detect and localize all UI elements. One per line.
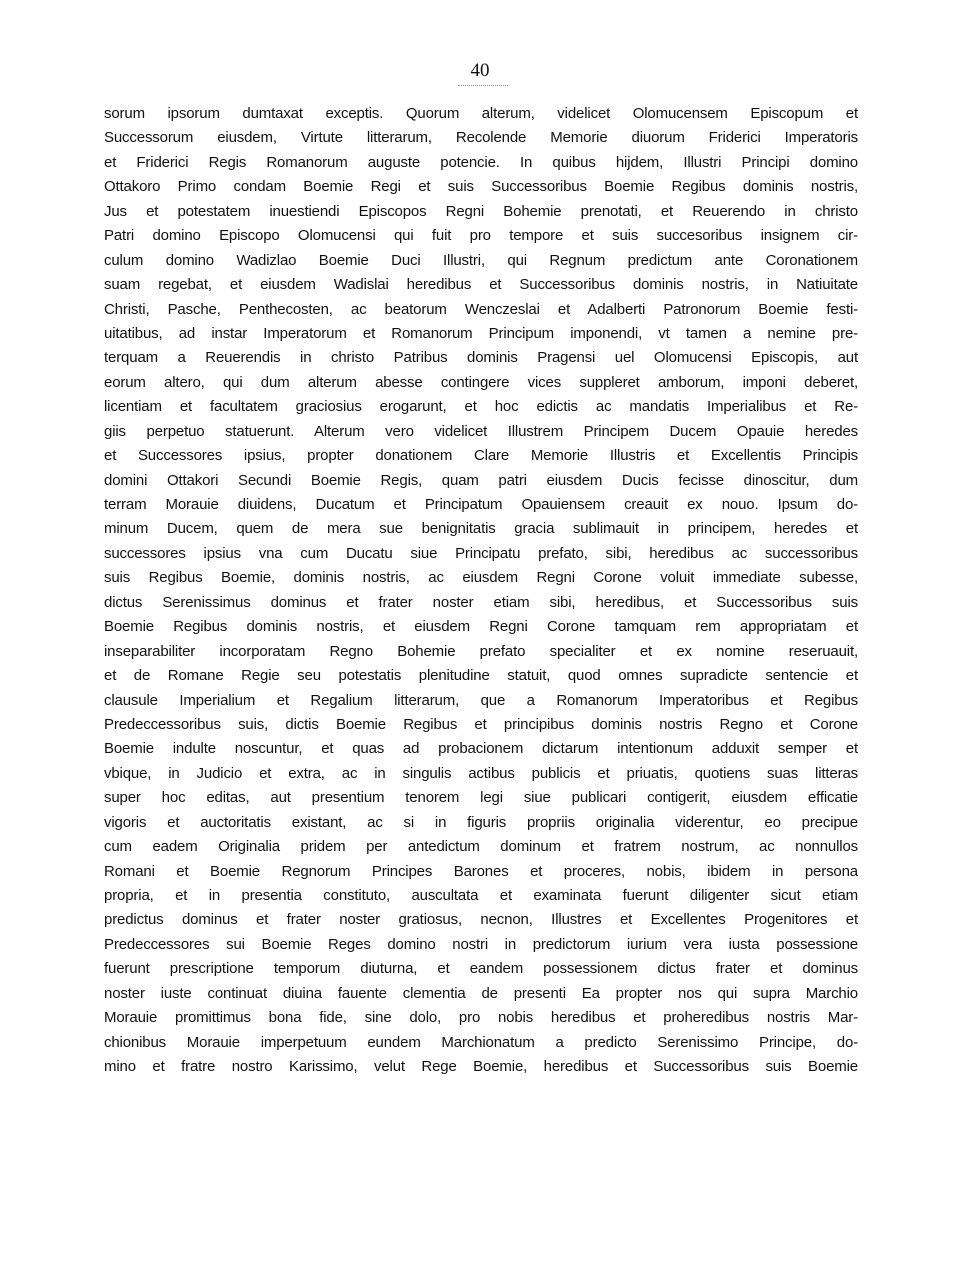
text-line: et Friderici Regis Romanorum auguste potencie. In quibus hijdem, Illustri Principi domino xyxy=(104,153,858,171)
text-line: terquam a Reuerendis in christo Patribus dominis Pragensi uel Olomucensi Episcopis, aut xyxy=(104,349,858,367)
text-line: Ottakoro Primo condam Boemie Regi et suis Successoribus Boemie Regibus dominis nostris, xyxy=(104,178,858,196)
text-line: noster iuste continuat diuina fauente clementia de presenti Ea propter nos qui supra Marchio xyxy=(104,984,858,1002)
page-number: 40 xyxy=(470,60,490,81)
text-line: Jus et potestatem inuestiendi Episcopos Regni Bohemie prenotati, et Reuerendo in christo xyxy=(104,202,858,220)
text-line: eorum altero, qui dum alterum abesse contingere vices suppleret amborum, imponi deberet, xyxy=(104,373,858,391)
text-line: clausule Imperialium et Regalium litterarum, que a Romanorum Imperatoribus et Regibus xyxy=(104,691,858,709)
text-line: Predeccessoribus suis, dictis Boemie Regibus et principibus dominis nostris Regno et Corone xyxy=(104,715,858,733)
text-line: vigoris et auctoritatis existant, ac si in figuris propriis originalia viderentur, eo precipue xyxy=(104,813,858,831)
text-line: cum eadem Originalia pridem per antedictum dominum et fratrem nostrum, ac nonnullos xyxy=(104,838,858,856)
text-line: mino et fratre nostro Karissimo, velut Rege Boemie, heredibus et Successoribus suis Boemie xyxy=(104,1058,858,1076)
text-line: culum domino Wadizlao Boemie Duci Illustri, qui Regnum predictum ante Coronationem xyxy=(104,251,858,269)
text-line: vbique, in Judicio et extra, ac in singulis actibus publicis et priuatis, quotiens suas litteras xyxy=(104,764,858,782)
text-line: domini Ottakori Secundi Boemie Regis, quam patri eiusdem Ducis fecisse dinoscitur, dum xyxy=(104,471,858,489)
text-line: suis Regibus Boemie, dominis nostris, ac eiusdem Regni Corone voluit immediate subesse, xyxy=(104,569,858,587)
text-line: Boemie indulte noscuntur, et quas ad probacionem dictarum intentionum adduxit semper et xyxy=(104,740,858,758)
text-line: Romani et Boemie Regnorum Principes Barones et proceres, nobis, ibidem in persona xyxy=(104,862,858,880)
text-line: propria, et in presentia constituto, auscultata et examinata fuerunt diligenter sicut etiam xyxy=(104,887,858,904)
body-text xyxy=(104,102,858,1080)
text-line: inseparabiliter incorporatam Regno Bohemie prefato specialiter et ex nomine reseruauit, xyxy=(104,642,858,660)
text-line: sorum ipsorum dumtaxat exceptis. Quorum alterum, videlicet Olomucensem Episcopum et xyxy=(104,105,858,122)
text-line: et de Romane Regie seu potestatis plenitudine statuit, quod omnes supradicte sentencie et xyxy=(104,667,858,685)
text-line: minum Ducem, quem de mera sue benignitatis gracia sublimauit in principem, heredes et xyxy=(104,520,858,538)
text-line: predictus dominus et frater noster gratiosus, necnon, Illustres et Excellentes Progenitores et xyxy=(104,911,858,929)
text-line: Predeccessores sui Boemie Reges domino nostri in predictorum iurium vera iusta possessione xyxy=(104,935,858,953)
text-line: fuerunt prescriptione temporum diuturna, et eandem possessionem dictus frater et dominus xyxy=(104,960,858,978)
text-line: chionibus Morauie imperpetuum eundem Marchionatum a predicto Serenissimo Principe, do- xyxy=(104,1033,858,1051)
text-line: Successorum eiusdem, Virtute litterarum, Recolende Memorie diuorum Friderici Imperatoris xyxy=(104,129,858,147)
text-line: Boemie Regibus dominis nostris, et eiusdem Regni Corone tamquam rem appropriatam et xyxy=(104,618,858,636)
text-line: Christi, Pasche, Penthecosten, ac beatorum Wenczeslai et Adalberti Patronorum Boemie festi- xyxy=(104,300,858,318)
text-line: Morauie promittimus bona fide, sine dolo, pro nobis heredibus et proheredibus nostris Mar- xyxy=(104,1009,858,1027)
text-line: successores ipsius vna cum Ducatu siue Principatu prefato, sibi, heredibus ac successoribus xyxy=(104,544,858,562)
text-line: suam regebat, et eiusdem Wadislai heredibus et Successoribus dominis nostris, in Natiuitate xyxy=(104,276,858,294)
text-line: uitatibus, ad instar Imperatorum et Romanorum Principum imponendi, vt tamen a nemine pre- xyxy=(104,324,858,342)
text-line: super hoc editas, aut presentium tenorem legi siue publicari contigerit, eiusdem efficatie xyxy=(104,789,858,807)
text-line: et Successores ipsius, propter donationem Clare Memorie Illustris et Excellentis Principis xyxy=(104,447,858,465)
text-line: Patri domino Episcopo Olomucensi qui fuit pro tempore et suis succesoribus insignem cir- xyxy=(104,227,858,245)
text-line: licentiam et facultatem graciosius erogarunt, et hoc edictis ac mandatis Imperialibus et Re- xyxy=(104,398,858,416)
text-line: terram Morauie diuidens, Ducatum et Principatum Opauiensem creauit ex nouo. Ipsum do- xyxy=(104,496,858,513)
text-line: dictus Serenissimus dominus et frater noster etiam sibi, heredibus, et Successoribus suis xyxy=(104,593,858,611)
page-number-rule xyxy=(458,85,508,86)
text-line: giis perpetuo statuerunt. Alterum vero videlicet Illustrem Principem Ducem Opauie heredes xyxy=(104,422,858,440)
